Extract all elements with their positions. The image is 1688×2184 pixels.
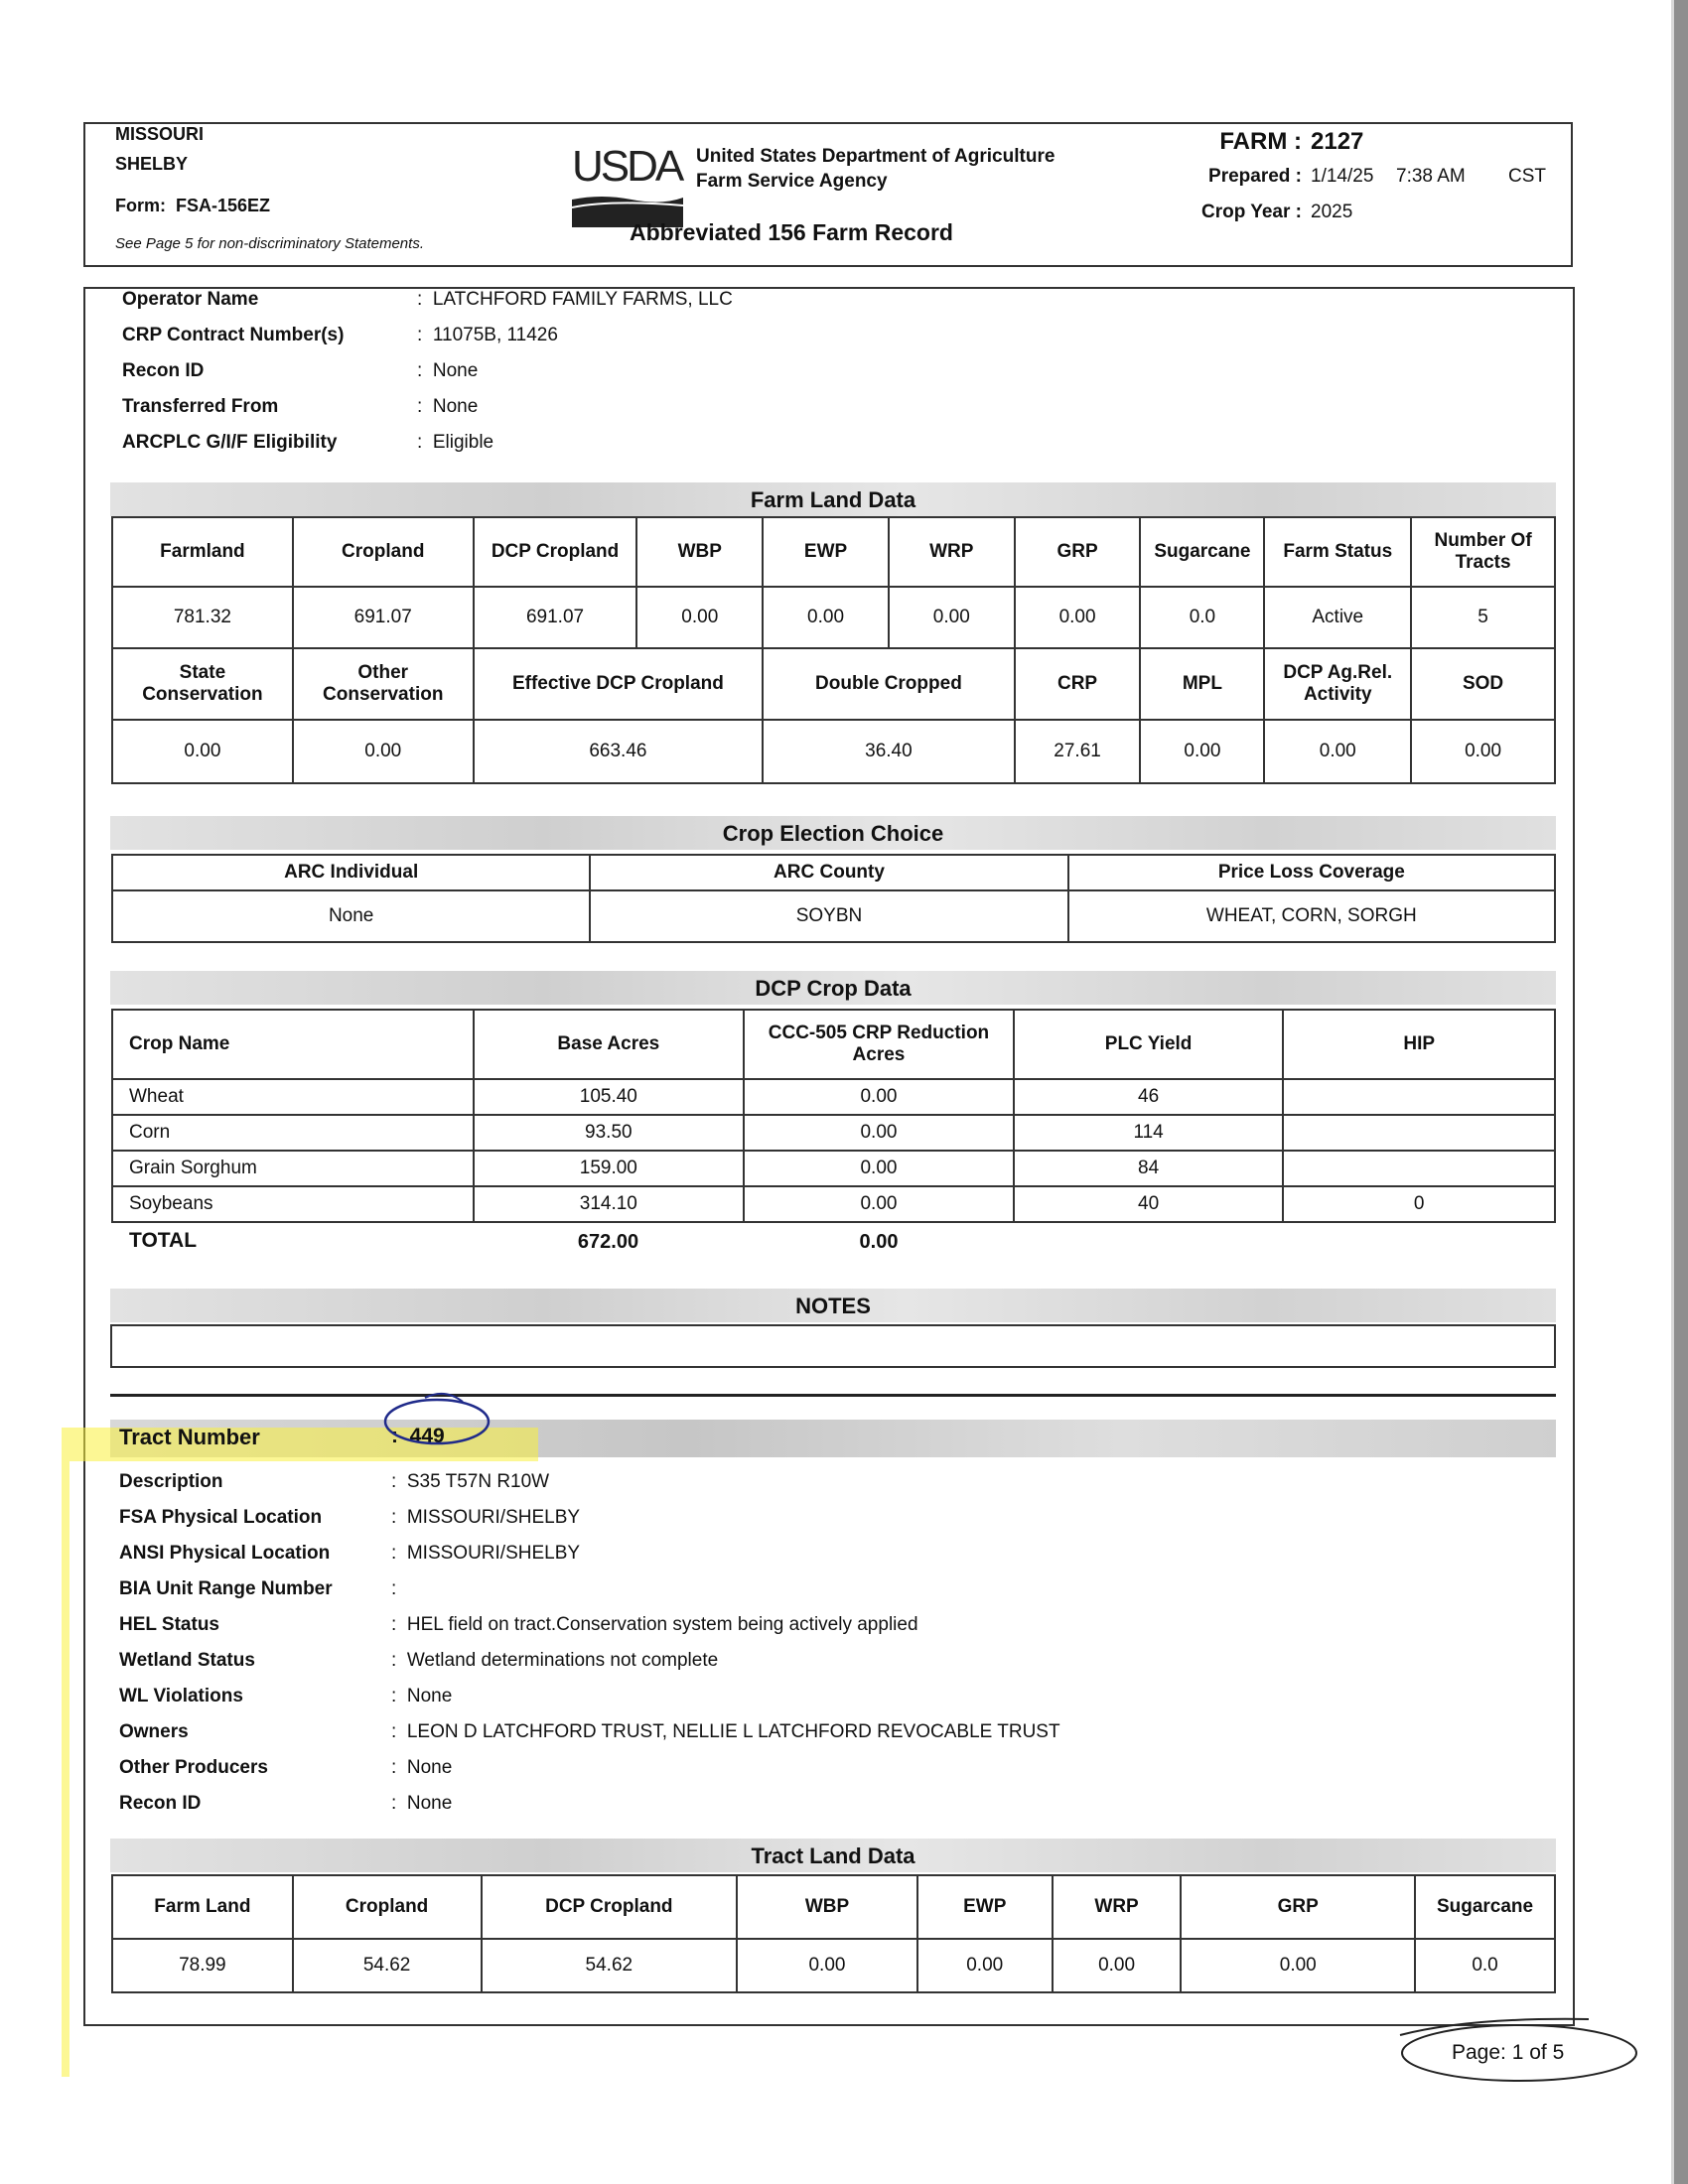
crp-contract-label: CRP Contract Number(s) bbox=[122, 325, 345, 345]
arcplc-eligibility: Eligible bbox=[432, 432, 494, 453]
county: SHELBY bbox=[115, 154, 189, 174]
dept-line-1: United States Department of Agriculture bbox=[696, 146, 1055, 167]
non-discrimination-note: See Page 5 for non-discriminatory Statements. bbox=[115, 235, 424, 252]
arcplc-eligibility-label: ARCPLC G/I/F Eligibility bbox=[122, 432, 338, 453]
farm-land-header: Number Of Tracts bbox=[1411, 517, 1555, 587]
farm-land-cell: 691.07 bbox=[474, 587, 637, 648]
dcp-crop-table bbox=[111, 1009, 1556, 1223]
farm-land-cell: 663.46 bbox=[474, 720, 764, 783]
farm-land-cell: 0.0 bbox=[1140, 587, 1264, 648]
operator-name-label: Operator Name bbox=[122, 289, 259, 310]
tract-field-label: Wetland Status bbox=[119, 1650, 255, 1671]
tract-field-label: FSA Physical Location bbox=[119, 1507, 323, 1528]
usda-logo-text: USDA bbox=[572, 142, 682, 191]
tract-land-header: EWP bbox=[917, 1875, 1053, 1939]
page-number: Page: 1 of 5 bbox=[1452, 2041, 1565, 2064]
usda-dept bbox=[696, 144, 1055, 194]
tract-land-cell: 0.00 bbox=[917, 1939, 1053, 1992]
dept-line-2: Farm Service Agency bbox=[696, 171, 888, 192]
tract-field-label: ANSI Physical Location bbox=[119, 1543, 331, 1564]
tract-field-value: : MISSOURI/SHELBY bbox=[391, 1507, 581, 1528]
dcp-crop-header: CCC-505 CRP Reduction Acres bbox=[744, 1010, 1014, 1079]
tract-field-value: : MISSOURI/SHELBY bbox=[391, 1543, 581, 1564]
crp-reduction: 0.00 bbox=[744, 1186, 1014, 1222]
form-number: FSA-156EZ bbox=[176, 196, 271, 215]
crp-reduction: 0.00 bbox=[744, 1151, 1014, 1186]
notes-box bbox=[110, 1324, 1556, 1368]
plc-yield: 84 bbox=[1014, 1151, 1284, 1186]
farm-land-cell: 0.00 bbox=[889, 587, 1015, 648]
total-base-acres: 672.00 bbox=[577, 1231, 639, 1253]
form-line bbox=[115, 196, 270, 216]
farm-land-cell: 0.00 bbox=[1264, 720, 1411, 783]
form-label: Form: bbox=[115, 196, 166, 215]
hip: 0 bbox=[1283, 1186, 1555, 1222]
total-crp-reduction: 0.00 bbox=[859, 1231, 899, 1253]
transferred-from-label: Transferred From bbox=[122, 396, 279, 417]
prepared-label: Prepared : bbox=[1208, 166, 1302, 187]
farm-land-header: WRP bbox=[889, 517, 1015, 587]
tract-field-value: : LEON D LATCHFORD TRUST, NELLIE L LATCHFORD REVOCABLE TRUST bbox=[391, 1721, 1060, 1742]
dcp-crop-band bbox=[110, 971, 1556, 1005]
crp-reduction: 0.00 bbox=[744, 1079, 1014, 1115]
farm-land-cell: 781.32 bbox=[112, 587, 293, 648]
farm-land-cell: 0.00 bbox=[1140, 720, 1264, 783]
crop-name: Grain Sorghum bbox=[112, 1151, 474, 1186]
tract-land-header: WBP bbox=[737, 1875, 917, 1939]
crop-election-cell: WHEAT, CORN, SORGH bbox=[1068, 890, 1555, 942]
usda-logo bbox=[572, 142, 686, 225]
base-acres: 105.40 bbox=[474, 1079, 745, 1115]
hel-status: HEL field on tract.Conservation system being actively applied bbox=[406, 1614, 918, 1635]
farm-land-header: Effective DCP Cropland bbox=[474, 648, 764, 720]
farm-land-cell: 27.61 bbox=[1015, 720, 1141, 783]
recon-id-label: Recon ID bbox=[122, 360, 205, 381]
tract-number-label: Tract Number bbox=[119, 1425, 260, 1449]
crp-contracts: 11075B, 11426 bbox=[432, 325, 558, 345]
tract-land-cell: 0.0 bbox=[1415, 1939, 1555, 1992]
tract-land-header-row bbox=[112, 1875, 1555, 1939]
tract-field-value: : None bbox=[391, 1793, 453, 1814]
crop-year-label: Crop Year : bbox=[1200, 202, 1302, 222]
recon-id: None bbox=[432, 360, 479, 381]
ansi-physical-location: MISSOURI/SHELBY bbox=[406, 1543, 581, 1564]
tract-land-cell: 54.62 bbox=[293, 1939, 482, 1992]
farm-land-cell: 0.00 bbox=[112, 720, 293, 783]
table-row bbox=[112, 1151, 1555, 1186]
farm-land-cell: 5 bbox=[1411, 587, 1555, 648]
crop-year: 2025 bbox=[1311, 202, 1353, 222]
crop-name: Soybeans bbox=[112, 1186, 474, 1222]
farm-land-header: Farm Status bbox=[1264, 517, 1411, 587]
crop-election-cell: None bbox=[112, 890, 590, 942]
farm-land-cell: 0.00 bbox=[293, 720, 474, 783]
prepared-time: 7:38 AM bbox=[1396, 166, 1466, 187]
tract-land-header: DCP Cropland bbox=[482, 1875, 738, 1939]
transferred-from: None bbox=[432, 396, 479, 417]
farm-land-header: CRP bbox=[1015, 648, 1141, 720]
farm-label: FARM : bbox=[1219, 128, 1302, 155]
farm-land-cell: 0.00 bbox=[1411, 720, 1555, 783]
farm-land-header: Other Conservation bbox=[293, 648, 474, 720]
plc-yield: 46 bbox=[1014, 1079, 1284, 1115]
tract-field-value: : HEL field on tract.Conservation system being actively applied bbox=[391, 1614, 918, 1635]
recon-id-value: : None bbox=[417, 360, 479, 381]
tract-field-value: : Wetland determinations not complete bbox=[391, 1650, 719, 1671]
tract-land-table bbox=[111, 1874, 1556, 1993]
farm-land-header: Double Cropped bbox=[763, 648, 1015, 720]
owners: LEON D LATCHFORD TRUST, NELLIE L LATCHFORD REVOCABLE TRUST bbox=[406, 1721, 1060, 1742]
plc-yield: 114 bbox=[1014, 1115, 1284, 1151]
tract-number: 449 bbox=[409, 1425, 445, 1447]
farm-land-header: Sugarcane bbox=[1140, 517, 1264, 587]
farm-land-cell: 691.07 bbox=[293, 587, 474, 648]
handwritten-circle-mark bbox=[377, 1384, 496, 1449]
farm-number: 2127 bbox=[1311, 128, 1364, 155]
farm-land-header: SOD bbox=[1411, 648, 1555, 720]
tract-field-value: : S35 T57N R10W bbox=[391, 1471, 550, 1492]
dcp-crop-title: DCP Crop Data bbox=[755, 976, 912, 1001]
farm-land-band bbox=[110, 482, 1556, 516]
base-acres: 93.50 bbox=[474, 1115, 745, 1151]
base-acres: 314.10 bbox=[474, 1186, 745, 1222]
tract-field-value: : None bbox=[391, 1757, 453, 1778]
fsa-physical-location: MISSOURI/SHELBY bbox=[406, 1507, 581, 1528]
tract-land-cell: 78.99 bbox=[112, 1939, 293, 1992]
other-producers: None bbox=[406, 1757, 453, 1778]
tract-field-label: WL Violations bbox=[119, 1686, 243, 1706]
wl-violations: None bbox=[406, 1686, 453, 1706]
tract-land-header: Farm Land bbox=[112, 1875, 293, 1939]
farm-land-cell: Active bbox=[1264, 587, 1411, 648]
hip bbox=[1283, 1115, 1555, 1151]
farm-land-value-row-2 bbox=[112, 720, 1555, 783]
tract-field-label: Owners bbox=[119, 1721, 189, 1742]
farm-land-title: Farm Land Data bbox=[750, 487, 916, 512]
total-label: TOTAL bbox=[129, 1229, 198, 1252]
tract-field-label: BIA Unit Range Number bbox=[119, 1578, 333, 1599]
crop-election-header-row bbox=[112, 855, 1555, 890]
farm-land-cell: 0.00 bbox=[1015, 587, 1141, 648]
tract-field-value: : bbox=[391, 1578, 402, 1599]
farm-land-cell: 0.00 bbox=[636, 587, 763, 648]
prepared-date: 1/14/25 bbox=[1311, 166, 1374, 187]
highlighter-margin-mark bbox=[62, 1461, 70, 2077]
wetland-status: Wetland determinations not complete bbox=[406, 1650, 719, 1671]
tract-land-cell: 0.00 bbox=[1053, 1939, 1182, 1992]
hip bbox=[1283, 1151, 1555, 1186]
tract-land-cell: 54.62 bbox=[482, 1939, 738, 1992]
tract-land-value-row bbox=[112, 1939, 1555, 1992]
notes-band bbox=[110, 1289, 1556, 1322]
operator-name: LATCHFORD FAMILY FARMS, LLC bbox=[432, 289, 733, 310]
crop-election-header: Price Loss Coverage bbox=[1068, 855, 1555, 890]
table-row bbox=[112, 1079, 1555, 1115]
table-row bbox=[112, 1186, 1555, 1222]
tract-land-cell: 0.00 bbox=[1181, 1939, 1415, 1992]
tract-number-value: : 449 bbox=[391, 1425, 445, 1447]
notes-title: NOTES bbox=[795, 1294, 871, 1318]
tract-land-cell: 0.00 bbox=[737, 1939, 917, 1992]
tract-land-header: WRP bbox=[1053, 1875, 1182, 1939]
dcp-crop-header: HIP bbox=[1283, 1010, 1555, 1079]
farm-land-header: EWP bbox=[763, 517, 889, 587]
table-row bbox=[112, 1115, 1555, 1151]
operator-name-value: : LATCHFORD FAMILY FARMS, LLC bbox=[417, 289, 733, 310]
tract-land-header: GRP bbox=[1181, 1875, 1415, 1939]
tract-field-label: Recon ID bbox=[119, 1793, 202, 1814]
crop-name: Corn bbox=[112, 1115, 474, 1151]
section-divider bbox=[110, 1394, 1556, 1397]
crop-election-band bbox=[110, 816, 1556, 850]
tract-recon-id: None bbox=[406, 1793, 453, 1814]
transferred-from-value: : None bbox=[417, 396, 479, 417]
prepared-timezone: CST bbox=[1508, 166, 1546, 187]
record-title: Abbreviated 156 Farm Record bbox=[630, 219, 953, 245]
header-box bbox=[83, 122, 1573, 267]
tract-field-label: Description bbox=[119, 1471, 223, 1492]
dcp-crop-header: Crop Name bbox=[112, 1010, 474, 1079]
scan-edge bbox=[1674, 0, 1688, 2184]
crop-election-header: ARC County bbox=[590, 855, 1067, 890]
crop-election-header: ARC Individual bbox=[112, 855, 590, 890]
crop-election-table bbox=[111, 854, 1556, 943]
tract-field-value: : None bbox=[391, 1686, 453, 1706]
tract-description: S35 T57N R10W bbox=[406, 1471, 550, 1492]
tract-land-title: Tract Land Data bbox=[751, 1843, 915, 1868]
tract-field-label: Other Producers bbox=[119, 1757, 268, 1778]
plc-yield: 40 bbox=[1014, 1186, 1284, 1222]
crop-election-title: Crop Election Choice bbox=[722, 821, 944, 846]
tract-field-label: HEL Status bbox=[119, 1614, 220, 1635]
farm-land-header: DCP Cropland bbox=[474, 517, 637, 587]
farm-land-header-row-1 bbox=[112, 517, 1555, 587]
farm-land-value-row-1 bbox=[112, 587, 1555, 648]
base-acres: 159.00 bbox=[474, 1151, 745, 1186]
crop-election-value-row bbox=[112, 890, 1555, 942]
farm-land-header: Farmland bbox=[112, 517, 293, 587]
farm-land-cell: 0.00 bbox=[763, 587, 889, 648]
farm-land-header: GRP bbox=[1015, 517, 1141, 587]
dcp-crop-header: PLC Yield bbox=[1014, 1010, 1284, 1079]
crp-contract-value: : 11075B, 11426 bbox=[417, 325, 558, 345]
state: MISSOURI bbox=[115, 124, 205, 144]
farm-land-cell: 36.40 bbox=[763, 720, 1015, 783]
farm-land-header: DCP Ag.Rel. Activity bbox=[1264, 648, 1411, 720]
crp-reduction: 0.00 bbox=[744, 1115, 1014, 1151]
farm-land-table bbox=[111, 516, 1556, 784]
hip bbox=[1283, 1079, 1555, 1115]
dcp-crop-header-row bbox=[112, 1010, 1555, 1079]
crop-name: Wheat bbox=[112, 1079, 474, 1115]
farm-land-header: WBP bbox=[636, 517, 763, 587]
tract-land-header: Cropland bbox=[293, 1875, 482, 1939]
crop-election-cell: SOYBN bbox=[590, 890, 1067, 942]
farm-land-header-row-2 bbox=[112, 648, 1555, 720]
farm-land-header: Cropland bbox=[293, 517, 474, 587]
farm-land-header: MPL bbox=[1140, 648, 1264, 720]
farm-land-header: State Conservation bbox=[112, 648, 293, 720]
dcp-crop-header: Base Acres bbox=[474, 1010, 745, 1079]
arcplc-eligibility-value: : Eligible bbox=[417, 432, 494, 453]
tract-land-band bbox=[110, 1839, 1556, 1872]
tract-land-header: Sugarcane bbox=[1415, 1875, 1555, 1939]
